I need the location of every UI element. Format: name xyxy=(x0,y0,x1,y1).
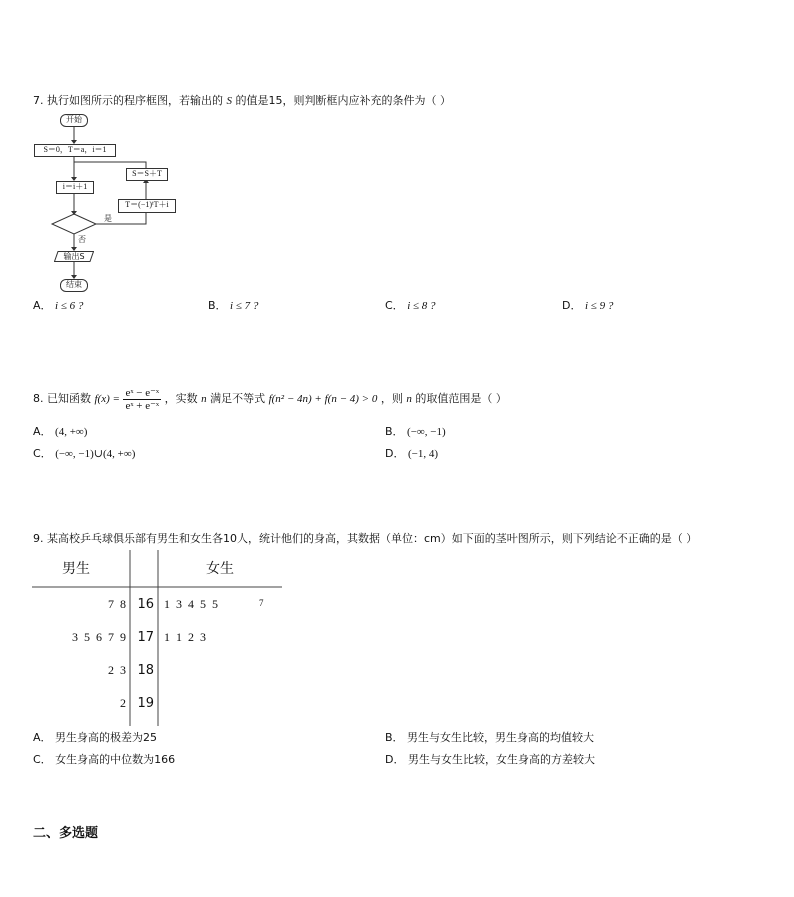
stem-18: 18 xyxy=(137,663,154,678)
female-leaves-17: 1 1 2 3 xyxy=(164,630,206,644)
option-label: B． xyxy=(385,425,404,438)
q9-option-b[interactable] xyxy=(385,731,594,745)
q7-option-d[interactable] xyxy=(562,299,613,313)
q8-fraction xyxy=(123,387,161,412)
q8-option-c[interactable] xyxy=(33,447,135,461)
female-leaves-16: 1 3 4 5 5 xyxy=(164,597,218,611)
fraction-denominator: eˣ + e⁻ˣ xyxy=(125,399,160,412)
q7-stem xyxy=(33,94,451,108)
q8-text-b: ，实数 xyxy=(164,392,198,405)
q7-option-a[interactable] xyxy=(33,299,83,313)
q8-var-n-2: n xyxy=(406,393,412,405)
option-text: i ≤ 6 ? xyxy=(55,300,84,312)
option-text: i ≤ 7 ? xyxy=(230,300,259,312)
option-text: (−∞, −1) xyxy=(407,426,446,438)
q8-text-d: ，则 xyxy=(380,392,403,405)
q8-option-b[interactable] xyxy=(385,425,446,439)
option-label: D． xyxy=(562,299,582,312)
male-leaves-19: 2 xyxy=(120,696,126,710)
option-label: D． xyxy=(385,447,405,460)
flowchart-update: T＝(−1)ⁱT＋i xyxy=(118,199,176,213)
flowchart xyxy=(30,110,190,300)
section-title: 二、多选题 xyxy=(33,826,99,841)
option-label: D． xyxy=(385,753,405,766)
q7-number: 7. xyxy=(33,94,44,107)
q8-option-a[interactable] xyxy=(33,425,87,439)
q8-inequality: f(n² − 4n) + f(n − 4) > 0 xyxy=(268,393,378,405)
option-label: C． xyxy=(33,753,52,766)
option-label: B． xyxy=(385,731,404,744)
option-text: (−∞, −1)∪(4, +∞) xyxy=(55,448,136,460)
q8-var-n: n xyxy=(201,393,207,405)
option-text: 女生身高的中位数为166 xyxy=(55,753,176,766)
q9-option-d[interactable] xyxy=(385,753,595,767)
flowchart-output xyxy=(54,251,94,262)
q7-var-s: S xyxy=(226,95,232,107)
option-text: 男生与女生比较，男生身高的均值较大 xyxy=(407,731,595,744)
stem-leaf-plot xyxy=(30,550,290,730)
option-text: (−1, 4) xyxy=(407,448,439,460)
q9-option-a[interactable] xyxy=(33,731,157,745)
option-text: i ≤ 9 ? xyxy=(584,300,614,312)
flowchart-end: 结束 xyxy=(60,279,88,292)
flowchart-output-label: 输出S xyxy=(63,252,85,261)
option-text: 男生身高的极差为25 xyxy=(55,731,158,744)
flowchart-increment: i＝i＋1 xyxy=(56,181,94,194)
male-leaves-16: 7 8 xyxy=(108,597,126,611)
stem-19: 19 xyxy=(137,696,154,711)
q9-number: 9. xyxy=(33,532,44,545)
q9-option-c[interactable] xyxy=(33,753,175,767)
flowchart-no-label: 否 xyxy=(78,235,86,244)
q7-option-b[interactable] xyxy=(208,299,258,313)
stem-17: 17 xyxy=(137,630,154,645)
option-text: 男生与女生比较，女生身高的方差较大 xyxy=(407,753,595,766)
q8-text-c: 满足不等式 xyxy=(210,392,266,405)
option-label: C． xyxy=(385,299,404,312)
q8-number: 8. xyxy=(33,392,44,405)
fraction-numerator: eˣ − e⁻ˣ xyxy=(125,386,160,399)
option-label: A． xyxy=(33,731,52,744)
male-leaves-17: 3 5 6 7 9 xyxy=(72,630,126,644)
q9-text: 某高校乒乓球俱乐部有男生和女生各10人，统计他们的身高，其数据（单位：cm）如下面的茎叶图所示，则下列结论不正确的是（ ） xyxy=(47,532,698,545)
flowchart-sum: S＝S＋T xyxy=(126,168,168,181)
option-text: (4, +∞) xyxy=(55,426,88,438)
stem-16: 16 xyxy=(137,597,154,612)
q8-option-d[interactable] xyxy=(385,447,438,461)
q8-text-a: 已知函数 xyxy=(47,392,91,405)
q7-text-a: 执行如图所示的程序框图，若输出的 xyxy=(47,94,223,107)
q7-text-b: 的值是15，则判断框内应补充的条件为（ ） xyxy=(235,94,451,107)
q8-stem xyxy=(33,386,507,412)
flowchart-start: 开始 xyxy=(60,114,88,127)
female-header: 女生 xyxy=(206,561,234,577)
male-leaves-18: 2 3 xyxy=(108,663,126,677)
option-text: i ≤ 8 ? xyxy=(407,300,436,312)
q9-stem xyxy=(33,532,697,546)
flowchart-init: S＝0，T＝a，i＝1 xyxy=(34,144,116,157)
option-label: A． xyxy=(33,425,52,438)
q7-option-c[interactable] xyxy=(385,299,436,313)
option-label: B． xyxy=(208,299,227,312)
male-header: 男生 xyxy=(62,561,90,577)
female-leaf-extra-16: 7 xyxy=(259,598,264,608)
q8-text-e: 的取值范围是（ ） xyxy=(415,392,507,405)
option-label: C． xyxy=(33,447,52,460)
flowchart-yes-label: 是 xyxy=(104,214,112,223)
q8-fx: f(x) = xyxy=(94,393,120,405)
option-label: A． xyxy=(33,299,52,312)
